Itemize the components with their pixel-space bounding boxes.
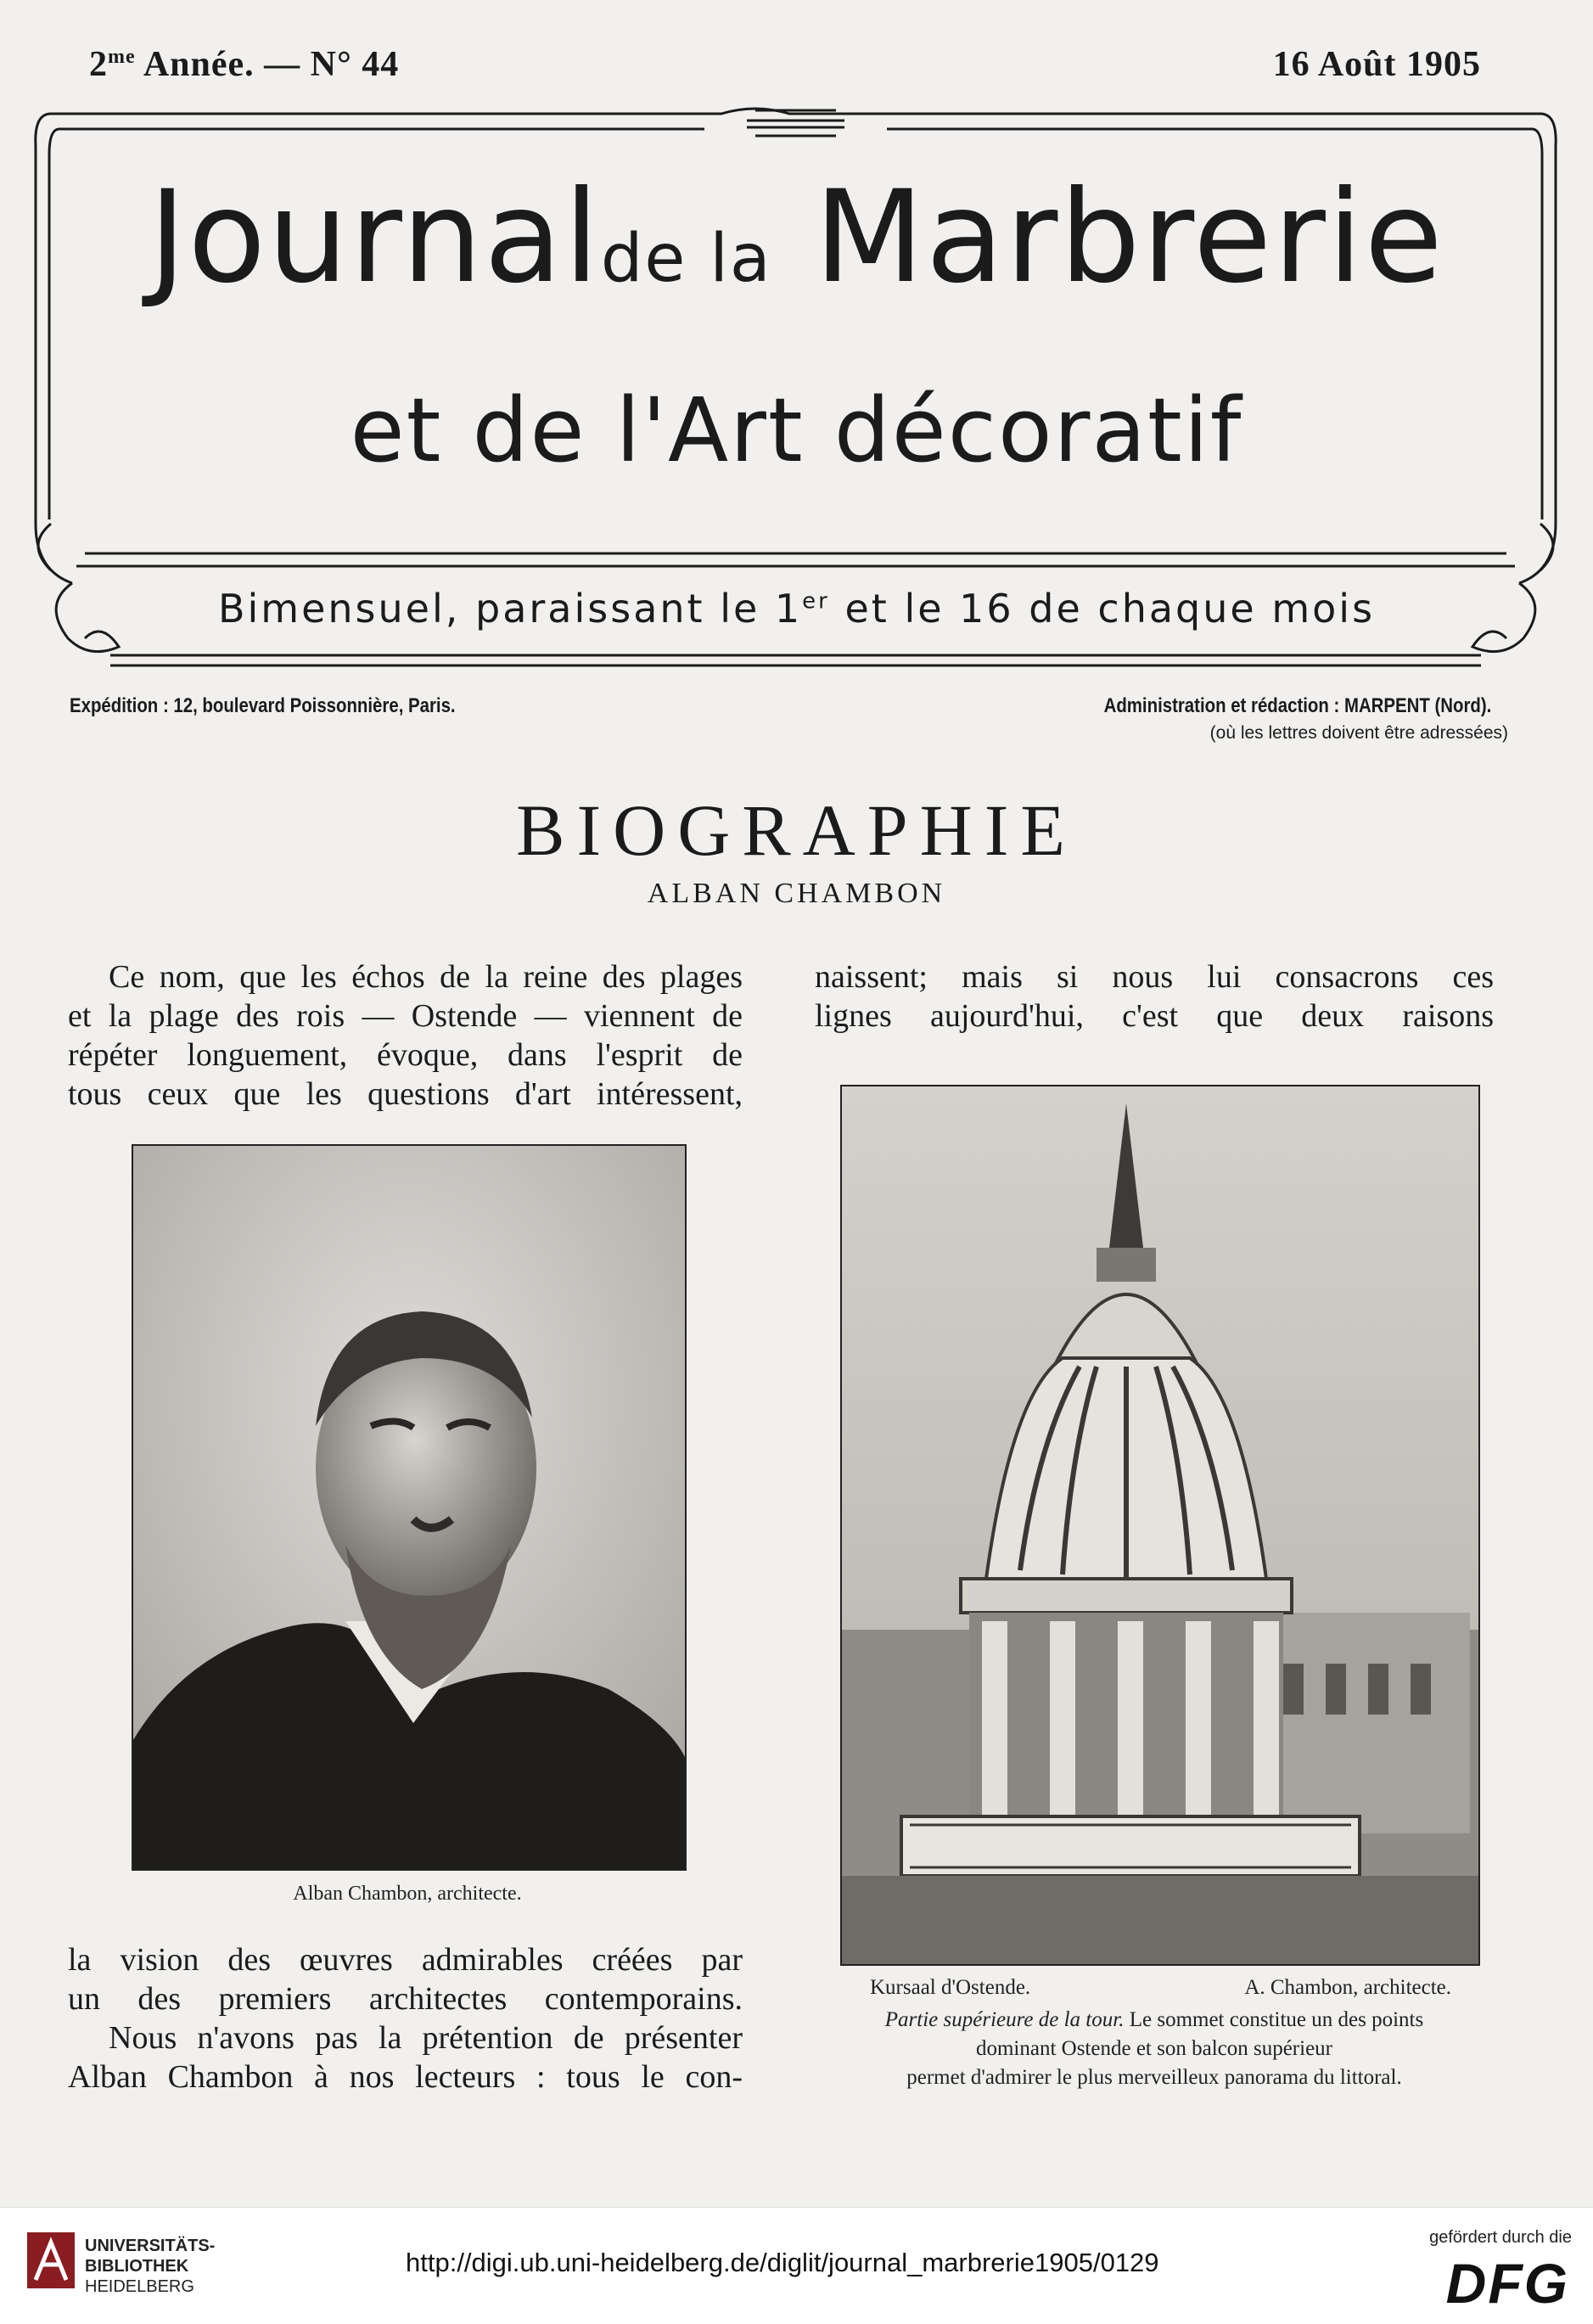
issue-number: $2^{me}$ Année. — N° 44 bbox=[89, 45, 400, 84]
column-1-bottom-text bbox=[68, 1940, 743, 2097]
dfg-logo: DFG bbox=[1445, 2252, 1569, 2315]
tower-illustration bbox=[842, 1086, 1478, 1964]
issue-date: 16 Août 1905 bbox=[1272, 45, 1481, 84]
funding-note: gefördert durch die bbox=[1429, 2228, 1572, 2247]
text-line: la vision des œuvres admirables créées par bbox=[68, 1942, 743, 1978]
portrait-illustration bbox=[133, 1146, 685, 1869]
text-line: tous ceux que les questions d'art intéressent, bbox=[68, 1076, 743, 1112]
text-line: lignes aujourd'hui, c'est que deux raisons bbox=[815, 998, 1494, 1034]
tower-caption-right: A. Chambon, architecte. bbox=[1244, 1976, 1451, 1999]
text-line: Nous n'avons pas la prétention de présenter bbox=[109, 2020, 743, 2056]
permalink-url[interactable]: http://digi.ub.uni-heidelberg.de/diglit/journal_marbrerie1905/0129 bbox=[406, 2248, 1159, 2277]
library-name-line: HEIDELBERG bbox=[85, 2277, 194, 2296]
kursaal-tower-photo bbox=[840, 1085, 1480, 1966]
tower-caption-left: Kursaal d'Ostende. bbox=[870, 1976, 1031, 1999]
text-line: naissent; mais si nous lui consacrons ces bbox=[815, 959, 1494, 995]
text-line: Alban Chambon à nos lecteurs : tous le con- bbox=[68, 2059, 743, 2095]
tower-caption-line-1: Partie supérieure de la tour. Le sommet constitue un des points bbox=[884, 2008, 1424, 2031]
library-name-line: BIBLIOTHEK bbox=[85, 2257, 189, 2276]
tower-caption-line-3: permet d'admirer le plus merveilleux panorama du littoral. bbox=[906, 2066, 1402, 2089]
text-line: et la plage des rois — Ostende — viennent de bbox=[68, 998, 743, 1034]
library-name bbox=[85, 2236, 215, 2297]
portrait-photo bbox=[132, 1144, 687, 1871]
publication-frequency: Bimensuel, paraissant le 1er et le 16 de chaque mois bbox=[217, 586, 1376, 632]
journal-subtitle: et de l'Art décoratif bbox=[350, 379, 1243, 482]
text-line: répéter longuement, évoque, dans l'esprit de bbox=[68, 1037, 743, 1073]
address-note: (où les lettres doivent être adressées) bbox=[1209, 723, 1508, 743]
column-2-top-text bbox=[815, 957, 1494, 1036]
library-name-line: UNIVERSITÄTS- bbox=[85, 2237, 216, 2255]
university-library-logo bbox=[25, 2231, 76, 2290]
text-line: un des premiers architectes contemporains. bbox=[68, 1981, 743, 2017]
text-line: Ce nom, que les échos de la reine des plages bbox=[109, 959, 743, 995]
tower-caption-line-2: dominant Ostende et son balcon supérieur bbox=[975, 2037, 1333, 2060]
article-subheading: ALBAN CHAMBON bbox=[647, 878, 946, 909]
portrait-caption: Alban Chambon, architecte. bbox=[293, 1883, 522, 1905]
article-heading: BIOGRAPHIE bbox=[516, 789, 1077, 871]
journal-title: Journalde la Marbrerie bbox=[149, 164, 1444, 312]
column-1-top-text bbox=[68, 957, 743, 1114]
expedition-address: Expédition : 12, boulevard Poissonnière, Paris. bbox=[70, 694, 456, 717]
administration-address: Administration et rédaction : MARPENT (Nord). bbox=[1103, 694, 1491, 717]
